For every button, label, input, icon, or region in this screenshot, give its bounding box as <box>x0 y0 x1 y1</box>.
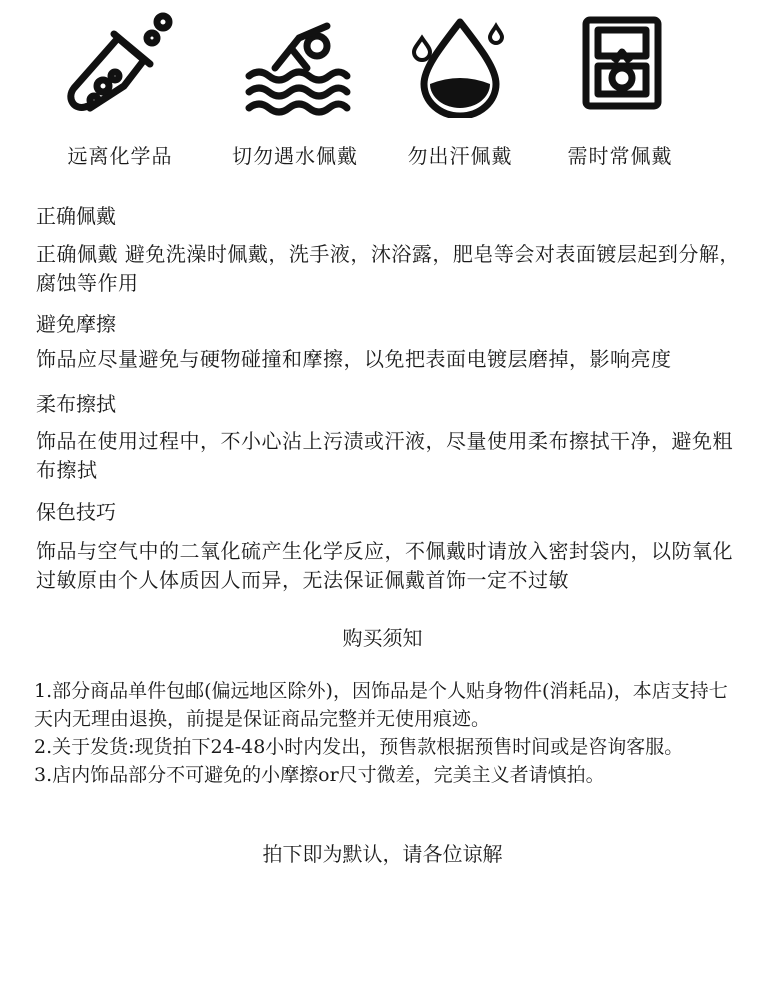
section-title-avoid-friction: 避免摩擦 <box>36 312 116 336</box>
section-title-soft-cloth: 柔布擦拭 <box>36 392 116 416</box>
swimmer-icon <box>235 8 355 118</box>
section-text-correct-wear: 正确佩戴 避免洗澡时佩戴，洗手液，沐浴露，肥皂等会对表面镀层起到分解，腐蚀等作用 <box>36 242 740 295</box>
care-item-water <box>205 8 385 169</box>
care-label-wear-often: 需时常佩戴 <box>567 144 673 168</box>
care-item-wear-often <box>530 8 710 169</box>
care-label-sweat: 勿出汗佩戴 <box>407 144 513 168</box>
section-text-color-care: 饰品与空气中的二氧化硫产生化学反应，不佩戴时请放入密封袋内，以防氧化过敏原由个人体质因人而异，无法保证佩戴首饰一定不过敏 <box>36 539 733 592</box>
section-title-color-care: 保色技巧 <box>36 500 116 524</box>
sweat-drop-icon <box>400 8 520 118</box>
care-label-chemicals: 远离化学品 <box>67 144 173 168</box>
care-item-sweat <box>370 8 550 169</box>
section-title-correct-wear: 正确佩戴 <box>36 204 116 228</box>
chemical-flask-icon <box>60 8 180 118</box>
notice-item-shipping-returns: 1.部分商品单件包邮(偏远地区除外)，因饰品是个人贴身物件(消耗品)，本店支持七天内无理由退换，前提是保证商品完整并无使用痕迹。 <box>34 680 728 730</box>
notice-item-delivery: 2.关于发货:现货拍下24-48小时内发出，预售款根据预售时间或是咨询客服。 <box>34 736 684 758</box>
purchase-notice-footer: 拍下即为默认，请各位谅解 <box>262 842 503 866</box>
ring-box-icon <box>560 8 680 118</box>
care-icons-row <box>0 0 765 175</box>
purchase-notice-list <box>34 677 746 789</box>
notice-item-size-variance: 3.店内饰品部分不可避免的小摩擦or尺寸微差，完美主义者请慎拍。 <box>34 764 605 786</box>
care-item-chemicals <box>30 8 210 169</box>
care-label-water: 切勿遇水佩戴 <box>232 144 358 168</box>
section-text-avoid-friction: 饰品应尽量避免与硬物碰撞和摩擦，以免把表面电镀层磨掉，影响亮度 <box>36 347 672 371</box>
section-text-soft-cloth: 饰品在使用过程中，不小心沾上污渍或汗液，尽量使用柔布擦拭干净，避免粗布擦拭 <box>36 429 733 482</box>
purchase-notice-title: 购买须知 <box>342 626 423 650</box>
